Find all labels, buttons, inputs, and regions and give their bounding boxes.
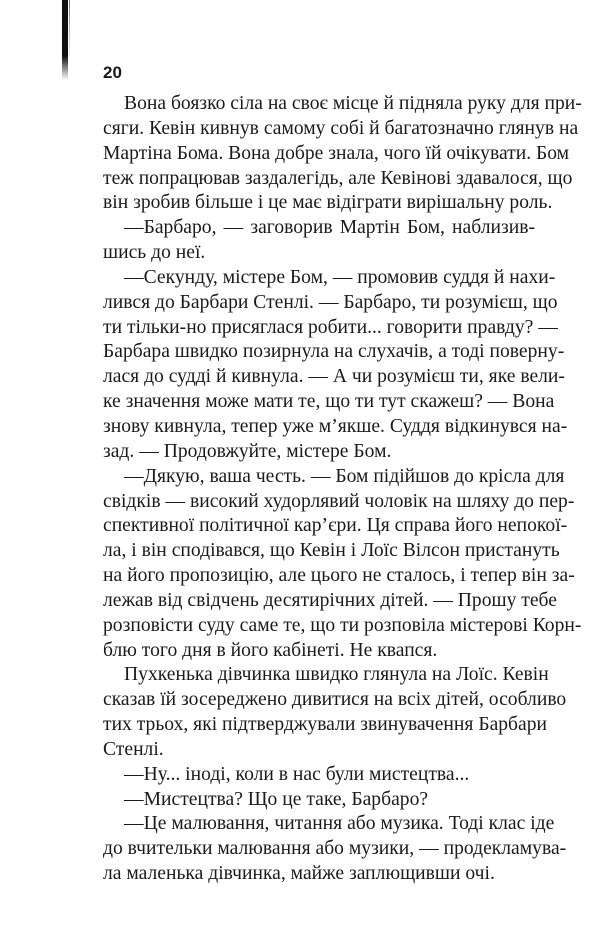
text-line: знову кивнула, тепер уже м’якше. Суддя відкинувся на- [103, 415, 568, 437]
text-line: —Ну... іноді, коли в нас були мистецтва... [124, 763, 470, 785]
text-line: —Секунду, містере Бом, — промовив суддя й нахи- [124, 266, 556, 288]
text-line: лася до судді й кивнула. — А чи розумієш ти, яке вели- [103, 366, 565, 388]
text-line: ке значення може мати те, що ти тут скажеш? — Вона [103, 391, 555, 413]
text-line: —Дякую, ваша честь. — Бом підійшов до крісла для [124, 465, 565, 487]
text-line: Пухкенька дівчинка швидко глянула на Лоїс. Кевін [124, 664, 549, 686]
text-line: спективної політичної кар’єри. Ця справа його непокої- [103, 515, 568, 537]
body-text [103, 92, 582, 887]
text-line: блю того дня в його кабінеті. Не квапся. [103, 639, 438, 661]
text-line: до вчительки малювання або музики, — продекламува- [103, 838, 567, 860]
text-line: ла, і він сподівався, що Кевін і Лоїс Вілсон пристануть [103, 540, 560, 562]
text-line: —Мистецтва? Що це таке, Барбаро? [124, 788, 429, 810]
text-line: Барбара швидко позирнула на слухачів, а тоді поверну- [103, 341, 565, 363]
text-line: шись до неї. [103, 242, 206, 264]
paragraph [103, 663, 567, 762]
text-line: лежав від свідчень десятирічних дітей. — Прошу тебе [103, 589, 557, 611]
text-line: Стенлі. [103, 738, 164, 760]
page-number: 20 [103, 63, 122, 82]
text-line: свідків — високий худорлявий чоловік на шляху до пер- [103, 490, 575, 512]
paragraph [103, 465, 582, 664]
paragraph [103, 266, 568, 465]
text-line: —Це малювання, читання або музика. Тоді клас іде [124, 813, 555, 835]
paragraph [103, 92, 582, 216]
scan-binding-shadow [69, 0, 70, 60]
paragraph [103, 812, 567, 887]
text-line: він зробив більше і це має відіграти вирішальну роль. [103, 192, 553, 214]
text-line: тих трьох, які підтверджували звинувачення Барбари [103, 714, 548, 736]
text-line: сяги. Кевін кивнув самому собі й багатозначно глянув на [103, 117, 579, 139]
text-line: Мартіна Бома. Вона добре знала, чого їй очікувати. Бом [103, 142, 570, 164]
text-line: розповісти суду саме те, що ти розповіла містерові Корн- [103, 614, 582, 636]
text-line: ла маленька дівчинка, майже заплющивши очі. [103, 863, 495, 885]
paragraph [103, 763, 535, 788]
text-line: на його пропозицію, але цього не сталось, і тепер він за- [103, 565, 575, 587]
text-line: теж попрацював заздалегідь, але Кевінові здавалося, що [103, 167, 573, 189]
text-line: Вона боязко сіла на своє місце й підняла руку для при- [124, 93, 582, 114]
paragraph [103, 788, 535, 813]
scan-binding-edge [62, 0, 68, 80]
text-line: —Барбаро, — заговорив Мартін Бом, наблизив- [124, 217, 535, 239]
text-line: лився до Барбари Стенлі. — Барбаро, ти розумієш, що [103, 291, 558, 313]
text-line: ти тільки-но присяглася робити... говорити правду? — [103, 316, 558, 338]
text-line: сказав їй зосереджено дивитися на всіх дітей, особливо [103, 689, 567, 711]
text-line: зад. — Продовжуйте, містере Бом. [103, 440, 392, 462]
paragraph [103, 216, 535, 266]
